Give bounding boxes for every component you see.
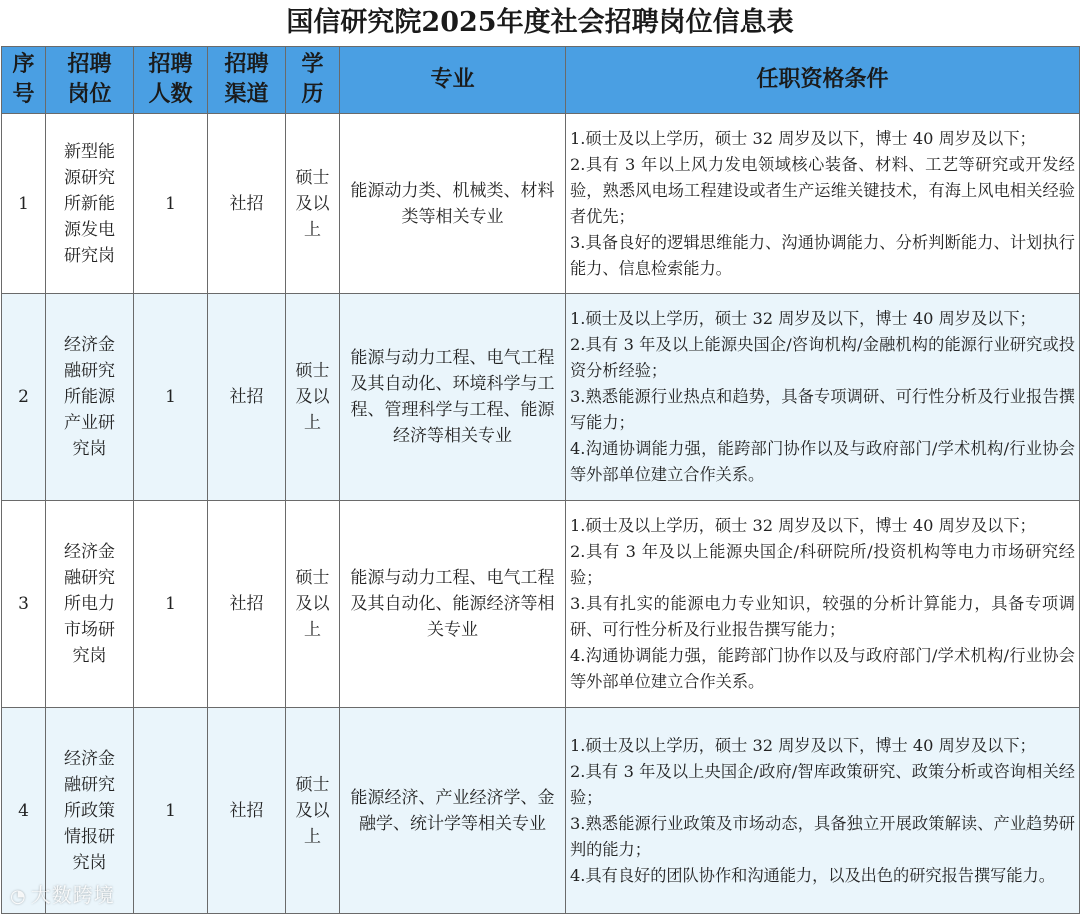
requirement-item: 3.熟悉能源行业政策及市场动态，具备独立开展政策解读、产业趋势研判的能力； [570,813,1075,859]
requirement-item: 1.硕士及以上学历，硕士 32 周岁及以下，博士 40 周岁及以下； [570,128,1036,148]
cell-count: 1 [134,294,208,501]
header-seq: 序号 [2,47,46,114]
requirement-item: 1.硕士及以上学历，硕士 32 周岁及以下，博士 40 周岁及以下； [570,735,1036,755]
header-row [2,47,1080,114]
cell-seq: 3 [2,501,46,708]
requirement-item: 3.熟悉能源行业热点和趋势，具备专项调研、可行性分析及行业报告撰写能力； [570,387,1075,432]
requirement-item: 2.具有 3 年及以上央国企/政府/智库政策研究、政策分析或咨询相关经验； [570,761,1075,807]
requirement-item: 4.沟通协调能力强，能跨部门协作以及与政府部门/学术机构/行业协会等外部单位建立合作关系。 [570,646,1075,691]
header-requirements: 任职资格条件 [566,47,1080,114]
table-row [2,294,1080,501]
requirement-item: 2.具有 3 年及以上能源央国企/科研院所/投资机构等电力市场研究经验； [570,542,1075,587]
cell-position: 经济金融研究所政策情报研究岗 [46,708,134,914]
cell-channel: 社招 [208,501,286,708]
header-major: 专业 [340,47,566,114]
cell-requirements [566,501,1080,708]
cell-major: 能源经济、产业经济学、金融学、统计学等相关专业 [340,708,566,914]
header-channel: 招聘渠道 [208,47,286,114]
watermark-logo-icon: ◔ [10,886,27,907]
header-position: 招聘岗位 [46,47,134,114]
cell-channel: 社招 [208,114,286,294]
cell-education: 硕士及以上 [286,708,340,914]
recruitment-table [1,46,1080,914]
page-title: 国信研究院2025年度社会招聘岗位信息表 [286,7,794,38]
requirement-item: 2.具有 3 年及以上能源央国企/咨询机构/金融机构的能源行业研究或投资分析经验； [570,335,1075,380]
cell-count: 1 [134,708,208,914]
cell-major: 能源动力类、机械类、材料类等相关专业 [340,114,566,294]
watermark-text: 大数跨境 [30,883,115,907]
requirement-item: 4.沟通协调能力强，能跨部门协作以及与政府部门/学术机构/行业协会等外部单位建立合作关系。 [570,439,1075,484]
cell-education: 硕士及以上 [286,114,340,294]
requirement-item: 2.具有 3 年以上风力发电领域核心装备、材料、工艺等研究或开发经验，熟悉风电场工程建设或者生产运维关键技术，有海上风电相关经验者优先； [570,154,1075,226]
cell-requirements [566,114,1080,294]
cell-position: 经济金融研究所电力市场研究岗 [46,501,134,708]
cell-requirements [566,708,1080,914]
cell-education: 硕士及以上 [286,294,340,501]
cell-channel: 社招 [208,294,286,501]
table-row [2,114,1080,294]
header-education: 学历 [286,47,340,114]
requirement-item: 1.硕士及以上学历，硕士 32 周岁及以下，博士 40 周岁及以下； [570,516,1036,535]
cell-seq: 2 [2,294,46,501]
requirement-item: 3.具备良好的逻辑思维能力、沟通协调能力、分析判断能力、计划执行能力、信息检索能力。 [570,232,1075,278]
watermark [10,879,115,908]
table-row [2,708,1080,914]
cell-channel: 社招 [208,708,286,914]
requirement-item: 4.具有良好的团队协作和沟通能力，以及出色的研究报告撰写能力。 [570,865,1055,885]
cell-seq: 4 [2,708,46,914]
cell-seq: 1 [2,114,46,294]
table-row [2,501,1080,708]
cell-major: 能源与动力工程、电气工程及其自动化、能源经济等相关专业 [340,501,566,708]
cell-count: 1 [134,501,208,708]
cell-education: 硕士及以上 [286,501,340,708]
cell-count: 1 [134,114,208,294]
header-count: 招聘人数 [134,47,208,114]
cell-position: 新型能源研究所新能源发电研究岗 [46,114,134,294]
cell-major: 能源与动力工程、电气工程及其自动化、环境科学与工程、管理科学与工程、能源经济等相关专业 [340,294,566,501]
requirement-item: 1.硕士及以上学历，硕士 32 周岁及以下，博士 40 周岁及以下； [570,309,1036,328]
requirement-item: 3.具有扎实的能源电力专业知识，较强的分析计算能力，具备专项调研、可行性分析及行业报告撰写能力； [570,594,1075,639]
cell-requirements [566,294,1080,501]
cell-position: 经济金融研究所能源产业研究岗 [46,294,134,501]
